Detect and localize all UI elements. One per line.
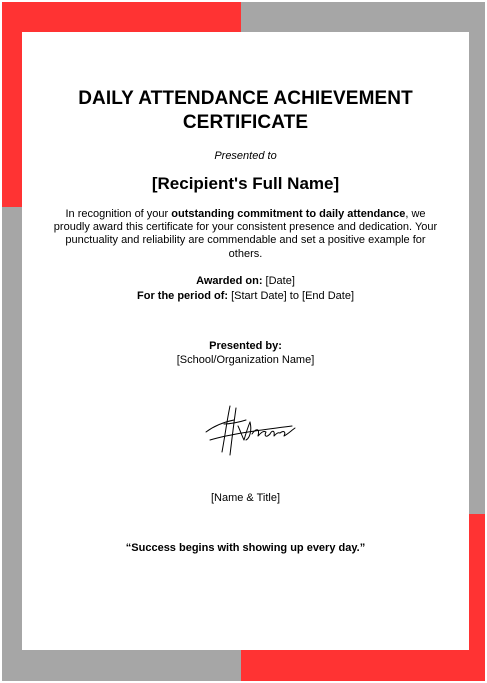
signer-name-title: [Name & Title]: [210, 492, 281, 504]
body-rest: , we proudly award this certificate for your consistent presence and dedication. Your punctuality and reliability are commendable and set a positive example for others.: [53, 208, 438, 260]
awarded-on-value: [Date]: [262, 275, 295, 287]
body-intro: In recognition of your: [65, 208, 172, 220]
frame-red-left-upper: [2, 2, 22, 207]
handwritten-signature: [200, 400, 300, 460]
recipient-name: [Recipient's Full Name]: [151, 174, 340, 193]
period-label: For the period of:: [137, 289, 229, 302]
motivational-quote: “Success begins with showing up every day.”: [125, 542, 366, 554]
frame-grey-top-right: [241, 2, 485, 32]
presented-to-label: Presented to: [214, 150, 277, 162]
award-details: [22, 274, 469, 303]
period-line: [22, 289, 469, 304]
frame-red-bottom-right: [241, 650, 485, 681]
period-value: [Start Date] to [End Date]: [228, 289, 354, 302]
title-line-2: CERTIFICATE: [182, 112, 309, 133]
organization-name: [School/Organization Name]: [176, 354, 315, 366]
title-line-1: DAILY ATTENDANCE ACHIEVEMENT: [78, 88, 413, 109]
frame-red-top-left: [2, 2, 241, 32]
certificate-page: [2, 2, 485, 681]
frame-red-right-lower: [469, 514, 485, 681]
awarded-on-label: Awarded on:: [196, 275, 263, 287]
body-emphasis: outstanding commitment to daily attendance: [171, 208, 406, 220]
certificate-content: [22, 32, 469, 650]
certificate-title: [22, 87, 469, 135]
frame-grey-left-lower: [2, 207, 22, 681]
awarded-on-line: [22, 274, 469, 289]
presented-by-label: Presented by:: [209, 340, 282, 352]
frame-grey-right-upper: [469, 2, 485, 514]
recognition-paragraph: [50, 208, 441, 261]
frame-grey-bottom-left: [2, 650, 241, 681]
